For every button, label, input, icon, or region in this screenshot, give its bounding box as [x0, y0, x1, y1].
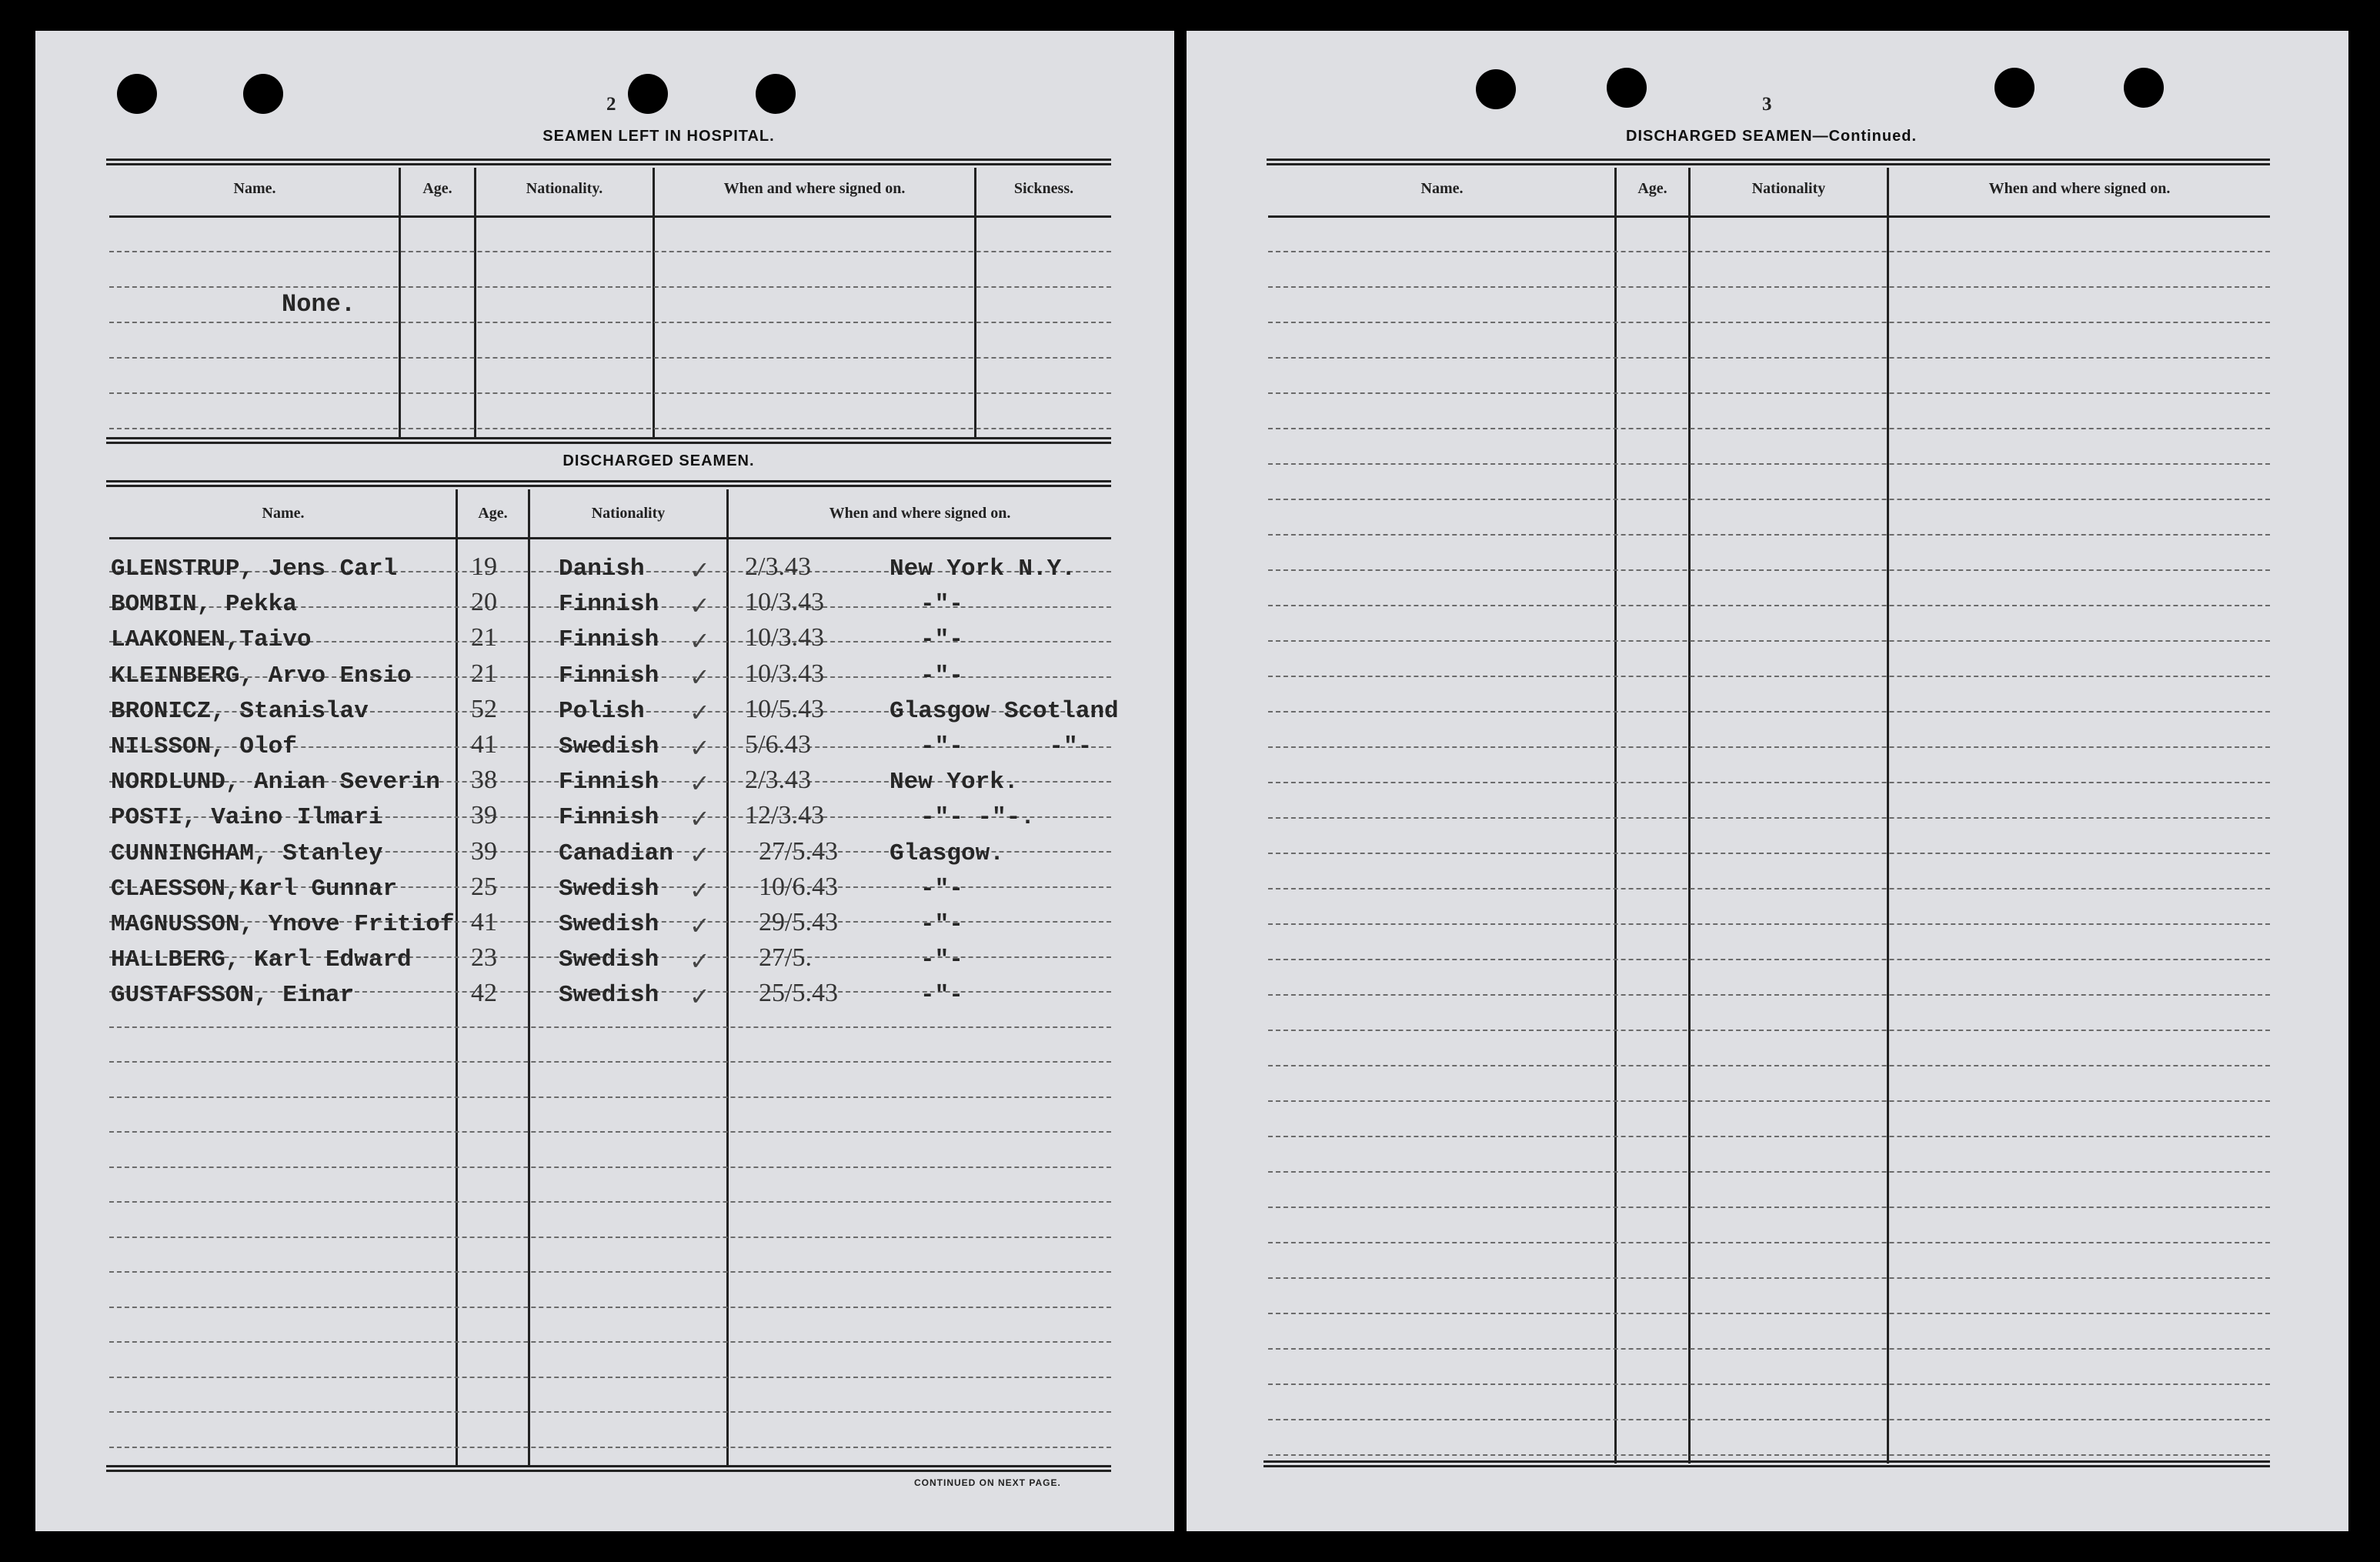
column-divider — [974, 168, 976, 437]
ruled-line — [1268, 1030, 2270, 1031]
ruled-line — [109, 322, 1111, 323]
ruled-line — [1268, 817, 2270, 819]
seaman-name: BRONICZ, Stanislav — [111, 697, 369, 725]
punch-hole — [2124, 68, 2164, 108]
seaman-name: POSTI, Vaino Ilmari — [111, 804, 383, 832]
check-mark: ✓ — [689, 697, 710, 727]
signed-on-date: 29/5.43 — [759, 908, 838, 936]
check-mark: ✓ — [689, 591, 710, 621]
signed-on-date: 12/3.43 — [745, 801, 824, 830]
check-mark: ✓ — [689, 733, 710, 763]
signed-on-date: 10/3.43 — [745, 623, 824, 653]
signed-on-place: -"- — [920, 662, 963, 689]
ruled-line — [109, 428, 1111, 429]
hospital-col-age: Age. — [422, 180, 452, 197]
check-mark: ✓ — [689, 626, 710, 656]
ruled-line — [1268, 1065, 2270, 1066]
ruled-line — [109, 1307, 1111, 1308]
ruled-line — [109, 1131, 1111, 1133]
seaman-name: HALLBERG, Karl Edward — [111, 946, 412, 974]
ruled-line — [109, 251, 1111, 252]
ruled-line — [109, 392, 1111, 394]
column-divider — [1887, 168, 1889, 1464]
signed-on-date: 5/6.43 — [745, 730, 811, 759]
ruled-line — [109, 286, 1111, 288]
header-rule — [109, 215, 1111, 218]
ruled-line — [1268, 1100, 2270, 1102]
ruled-line — [1268, 605, 2270, 606]
seaman-nationality: Swedish — [559, 733, 659, 760]
table-bottom-rule — [1263, 1460, 2270, 1467]
ruled-line — [1268, 1348, 2270, 1350]
seaman-age: 39 — [471, 801, 497, 830]
signed-on-date: 2/3.43 — [745, 552, 811, 581]
ruled-line — [109, 1061, 1111, 1063]
hospital-col-sickness: Sickness. — [1013, 180, 1074, 197]
ruled-line — [109, 1271, 1111, 1273]
signed-on-place: -"- — [920, 875, 963, 903]
discharged-col-name: Name. — [262, 505, 305, 522]
check-mark: ✓ — [689, 911, 710, 940]
signed-on-date: 10/6.43 — [759, 872, 838, 901]
seaman-nationality: Finnish — [559, 626, 659, 654]
seaman-nationality: Canadian — [559, 839, 673, 867]
signed-on-place: -"- — [920, 626, 963, 654]
seaman-age: 23 — [471, 943, 497, 973]
ruled-line — [1268, 1383, 2270, 1385]
ruled-line — [109, 1201, 1111, 1203]
signed-on-date: 2/3.43 — [745, 766, 811, 795]
seaman-name: GUSTAFSSON, Einar — [111, 982, 355, 1010]
hospital-section-title: SEAMEN LEFT IN HOSPITAL. — [542, 128, 775, 145]
punch-hole — [628, 74, 668, 114]
ruled-line — [1268, 357, 2270, 359]
ruled-line — [1268, 286, 2270, 288]
check-mark: ✓ — [689, 946, 710, 976]
right-page — [1187, 31, 2348, 1531]
ruled-line — [1268, 746, 2270, 748]
seaman-age: 20 — [471, 588, 497, 617]
seaman-name: GLENSTRUP, Jens Carl — [111, 556, 398, 582]
signed-on-place: New York N.Y. — [890, 556, 1076, 582]
signed-on-date: 10/5.43 — [745, 694, 824, 723]
table-bottom-rule — [106, 1465, 1111, 1472]
check-mark: ✓ — [689, 769, 710, 799]
seaman-age: 39 — [471, 836, 497, 866]
ruled-line — [1268, 923, 2270, 925]
seaman-age: 41 — [471, 908, 497, 936]
seaman-name: LAAKONEN,Taivo — [111, 626, 312, 654]
seaman-nationality: Polish — [559, 697, 645, 725]
page-number: 2 — [606, 94, 616, 115]
seaman-name: KLEINBERG, Arvo Ensio — [111, 662, 412, 689]
ruled-line — [109, 1166, 1111, 1168]
seaman-nationality: Swedish — [559, 982, 659, 1010]
seaman-name: NILSSON, Olof — [111, 733, 297, 760]
table-top-rule — [1267, 159, 2270, 165]
ruled-line — [1268, 322, 2270, 323]
signed-on-place: -"- -"-. — [920, 804, 1035, 832]
column-divider — [528, 489, 530, 1465]
ruled-line — [109, 357, 1111, 359]
signed-on-place: -"- — [920, 982, 963, 1010]
ruled-line — [109, 1026, 1111, 1028]
check-mark: ✓ — [689, 982, 710, 1012]
ruled-line — [109, 1447, 1111, 1448]
seaman-age: 19 — [471, 552, 497, 581]
discharged-col-signed-on: When and where signed on. — [829, 505, 1011, 522]
punch-hole — [243, 74, 283, 114]
signed-on-date: 27/5.43 — [759, 836, 838, 866]
continued-col-name: Name. — [1420, 180, 1464, 197]
left-page — [35, 31, 1174, 1531]
signed-on-place: -"- — [920, 591, 963, 619]
table-top-rule — [106, 480, 1111, 487]
seaman-nationality: Swedish — [559, 875, 659, 903]
ruled-line — [1268, 569, 2270, 571]
ruled-line — [1268, 1207, 2270, 1208]
ruled-line — [109, 1377, 1111, 1378]
punch-hole — [1476, 69, 1516, 109]
ruled-line — [109, 1237, 1111, 1238]
seaman-name: CLAESSON,Karl Gunnar — [111, 875, 398, 903]
ruled-line — [1268, 499, 2270, 500]
signed-on-date: 10/3.43 — [745, 659, 824, 688]
ruled-line — [1268, 463, 2270, 465]
punch-hole — [117, 74, 157, 114]
ruled-line — [1268, 392, 2270, 394]
ruled-line — [1268, 1313, 2270, 1314]
seaman-nationality: Finnish — [559, 662, 659, 689]
check-mark: ✓ — [689, 839, 710, 869]
seaman-age: 21 — [471, 623, 497, 653]
hospital-col-name: Name. — [233, 180, 276, 197]
ruled-line — [1268, 711, 2270, 713]
discharged-col-age: Age. — [478, 505, 508, 522]
signed-on-date: 27/5. — [759, 943, 812, 973]
ruled-line — [1268, 1454, 2270, 1456]
signed-on-place: Glasgow Scotland — [890, 697, 1119, 725]
ruled-line — [1268, 1136, 2270, 1137]
ruled-line — [1268, 959, 2270, 960]
column-divider — [1614, 168, 1617, 1464]
ruled-line — [1268, 1277, 2270, 1279]
seaman-nationality: Swedish — [559, 946, 659, 974]
discharged-section-title: DISCHARGED SEAMEN. — [562, 452, 755, 469]
hospital-col-signed-on: When and where signed on. — [723, 180, 906, 197]
ruled-line — [1268, 534, 2270, 536]
signed-on-date: 25/5.43 — [759, 979, 838, 1008]
signed-on-date: 10/3.43 — [745, 588, 824, 617]
column-divider — [474, 168, 476, 437]
column-divider — [726, 489, 729, 1465]
seaman-age: 38 — [471, 766, 497, 795]
seaman-age: 21 — [471, 659, 497, 688]
column-divider — [653, 168, 655, 437]
hospital-entry-none: None. — [282, 290, 356, 319]
check-mark: ✓ — [689, 556, 710, 585]
ruled-line — [1268, 1242, 2270, 1243]
punch-hole — [1607, 68, 1647, 108]
seaman-nationality: Finnish — [559, 769, 659, 796]
continued-col-age: Age. — [1637, 180, 1667, 197]
discharged-col-nationality: Nationality — [591, 505, 666, 522]
ruled-line — [109, 1096, 1111, 1098]
punch-hole — [756, 74, 796, 114]
continued-col-signed-on: When and where signed on. — [1988, 180, 2171, 197]
ruled-line — [1268, 251, 2270, 252]
column-divider — [456, 489, 458, 1465]
seaman-age: 42 — [471, 979, 497, 1008]
seaman-age: 52 — [471, 694, 497, 723]
hospital-col-nationality: Nationality. — [526, 180, 603, 197]
ruled-line — [1268, 994, 2270, 996]
table-top-rule — [106, 159, 1111, 165]
page-number: 3 — [1762, 94, 1772, 115]
seaman-name: CUNNINGHAM, Stanley — [111, 839, 383, 867]
header-rule — [109, 537, 1111, 539]
ruled-line — [1268, 782, 2270, 783]
ruled-line — [1268, 1419, 2270, 1420]
seaman-nationality: Finnish — [559, 591, 659, 619]
ruled-line — [1268, 676, 2270, 677]
ruled-line — [1268, 853, 2270, 854]
check-mark: ✓ — [689, 875, 710, 905]
column-divider — [1688, 168, 1691, 1464]
discharged-continued-title: DISCHARGED SEAMEN—Continued. — [1626, 128, 1917, 145]
signed-on-place: Glasgow. — [890, 839, 1004, 867]
check-mark: ✓ — [689, 804, 710, 834]
seaman-nationality: Danish — [559, 556, 645, 582]
ruled-line — [109, 1411, 1111, 1413]
seaman-name: NORDLUND, Anian Severin — [111, 769, 440, 796]
signed-on-place: -"- -"- — [920, 733, 1093, 760]
seaman-age: 41 — [471, 730, 497, 759]
seaman-nationality: Finnish — [559, 804, 659, 832]
seaman-age: 25 — [471, 872, 497, 901]
continued-note: CONTINUED ON NEXT PAGE. — [914, 1477, 1061, 1488]
signed-on-place: -"- — [920, 911, 963, 938]
ruled-line — [1268, 888, 2270, 889]
ruled-line — [1268, 1171, 2270, 1173]
column-divider — [399, 168, 401, 437]
check-mark: ✓ — [689, 662, 710, 692]
signed-on-place: New York. — [890, 769, 1019, 796]
seaman-nationality: Swedish — [559, 911, 659, 938]
continued-col-nationality: Nationality — [1751, 180, 1826, 197]
signed-on-place: -"- — [920, 946, 963, 974]
header-rule — [1268, 215, 2270, 218]
punch-hole — [1994, 68, 2035, 108]
seaman-name: MAGNUSSON, Ynove Fritiof — [111, 911, 455, 938]
ruled-line — [1268, 640, 2270, 642]
table-bottom-rule — [106, 437, 1111, 444]
ruled-line — [1268, 428, 2270, 429]
ruled-line — [109, 1341, 1111, 1343]
seaman-name: BOMBIN, Pekka — [111, 591, 297, 619]
